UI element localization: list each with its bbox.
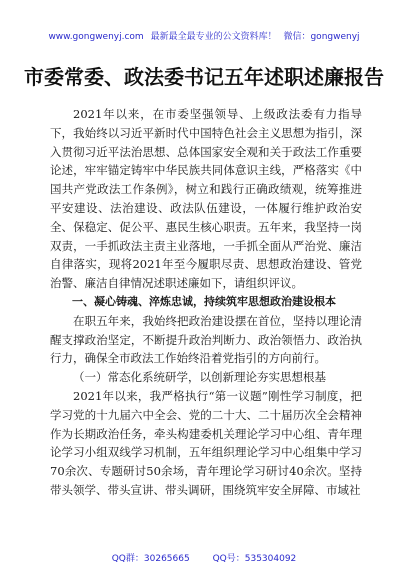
section-1-paragraph: 在职五年来，我始终把政治建设摆在首位，坚持以理论清醒支撑政治坚定，不断提升政治判断力、政治领悟力、政治执行力，确保全市政法工作始终沿着党指引的方向前行。 bbox=[50, 313, 362, 366]
header-wechat: 微信：gongwenyj bbox=[283, 32, 360, 42]
document-title: 市委常委、政法委书记五年述职述廉报告 bbox=[24, 65, 384, 89]
footer-contact bbox=[0, 551, 408, 564]
header-slogan: 最新最全最专业的公文资料库！ bbox=[150, 32, 277, 42]
intro-paragraph: 2021年以来，在市委坚强领导、上级政法委有力指导下，我始终以习近平新时代中国特色社会主义思想为指引，深入贯彻习近平法治思想、总体国家安全观和关于政法工作重要论述，牢牢锚定铸牢中华民族共同体意识主线，严格落实《中国共产党政法工作条例》，树立和践行正确政绩观，统筹推进平安建设、法治建设、政法队伍建设，一体履行维护政治安全、保稳定、促公平、惠民生核心职责。五年来，我坚持一岗双责，一手抓政法主责主业落地，一手抓全面从严治党、廉洁自律落实，现将2021年至今履职尽责、思想政治建设、管党治警、廉洁自律情况述职述廉如下，请组织评议。 bbox=[50, 107, 362, 291]
footer-qq-group: QQ群：30265665 bbox=[111, 554, 190, 564]
header-website-link[interactable]: www.gongwenyj.com bbox=[48, 32, 144, 42]
section-1-heading: 一、凝心铸魂、淬炼忠诚，持续筑牢思想政治建设根本 bbox=[72, 294, 336, 308]
subsection-1-paragraph: 2021年以来，我严格执行“第一议题”刚性学习制度，把学习党的十九届六中全会、党的二十大、二十届历次全会精神作为长期政治任务，牵头构建委机关理论学习中心组、青年理论学习小组双线学习机制，五年组织理论学习中心组集中学习70余次、专题研讨50余场，青年理论学习研讨40余次。坚持带头领学、带头宣讲、带头调研，围绕筑牢安全屏障、市域社 bbox=[50, 388, 362, 497]
footer-qq-number: QQ号：535304092 bbox=[212, 554, 297, 564]
subsection-1-heading: （一）常态化系统研学，以创新理论夯实思想根基 bbox=[73, 370, 326, 385]
document-body bbox=[50, 105, 362, 500]
header-banner bbox=[0, 31, 408, 43]
